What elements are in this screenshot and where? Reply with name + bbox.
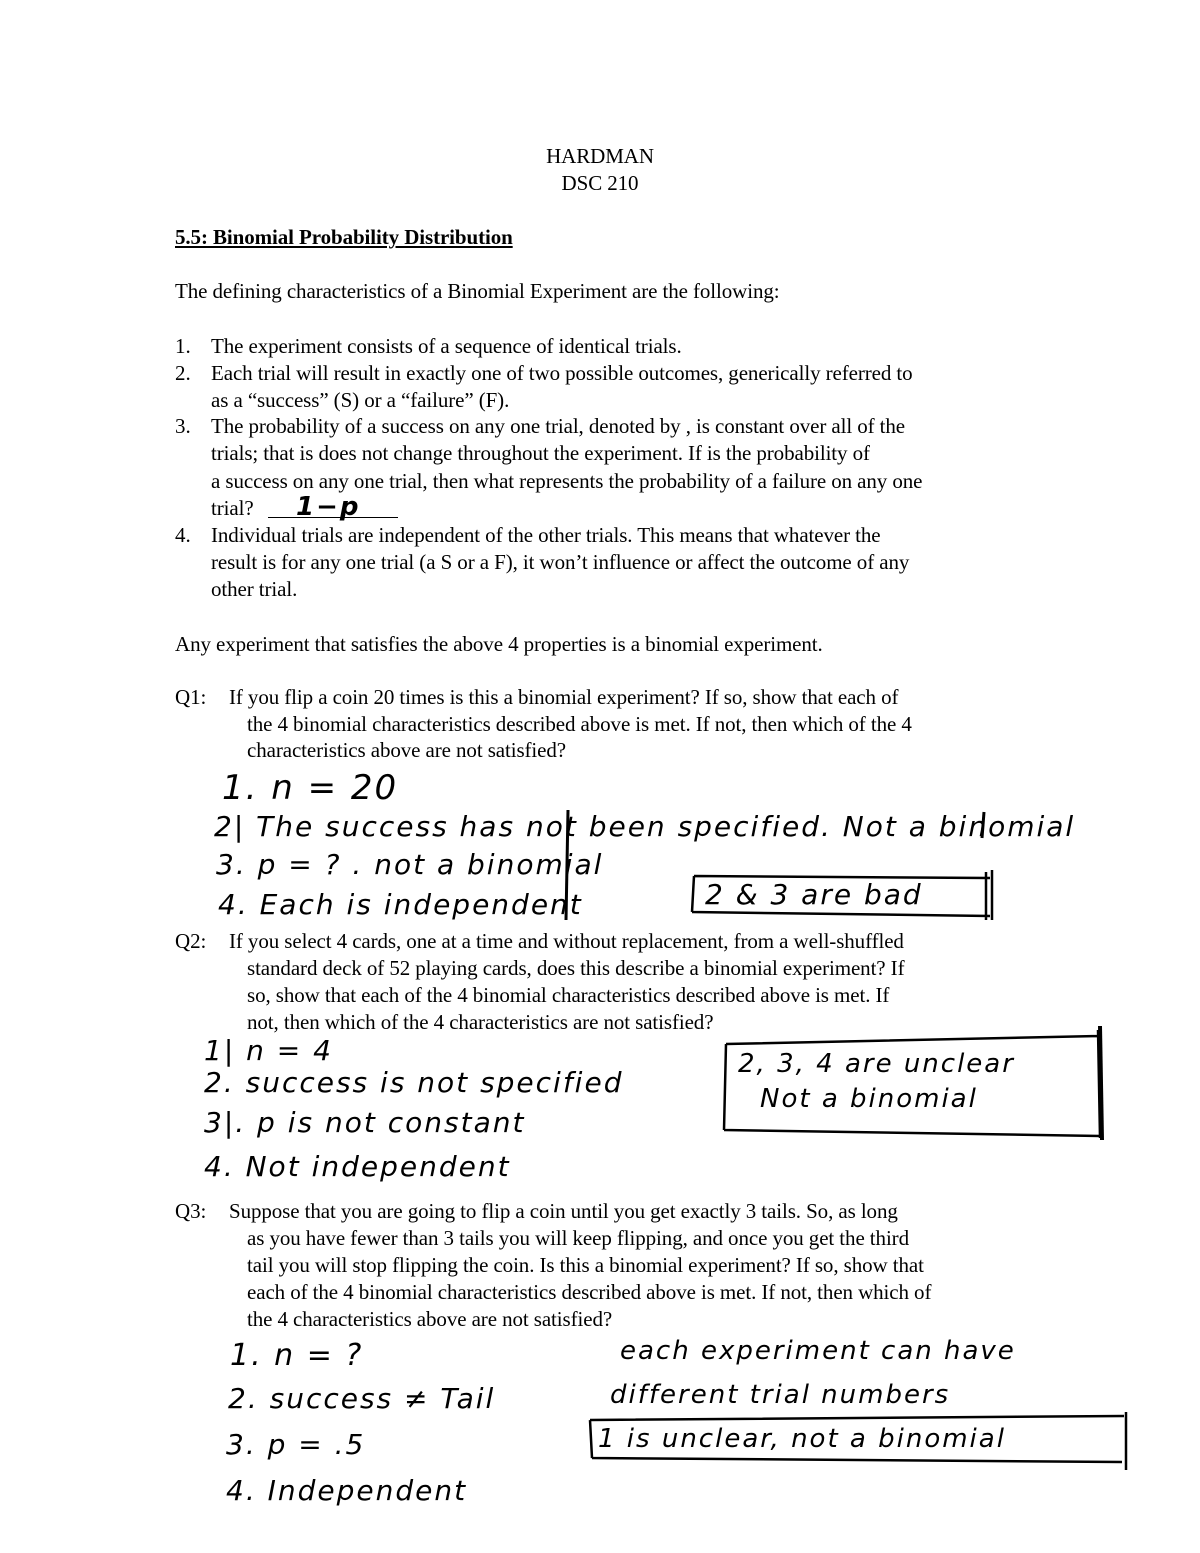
handwritten-answer: 1−p bbox=[296, 492, 361, 522]
question-text: tail you will stop flipping the coin. Is this a binomial experiment? If so, show that bbox=[247, 1253, 924, 1277]
handwritten-answer: 1 is unclear, not a binomial bbox=[598, 1424, 1006, 1454]
question-text: the 4 binomial characteristics described above is met. If not, then which of the 4 bbox=[247, 712, 912, 736]
characteristic-number: 4. bbox=[175, 523, 191, 547]
characteristic-text: trials; that is does not change throughout the experiment. If is the probability of bbox=[211, 441, 870, 465]
handwritten-answer: 4. Each is independent bbox=[218, 888, 583, 921]
characteristic-text: The probability of a success on any one trial, denoted by , is constant over all of the bbox=[211, 414, 906, 438]
characteristic-text: Individual trials are independent of the other trials. This means that whatever the bbox=[211, 523, 881, 547]
handwritten-answer: 2, 3, 4 are unclear bbox=[738, 1049, 1015, 1079]
question-label: Q1: bbox=[175, 685, 207, 709]
characteristic-number: 3. bbox=[175, 414, 191, 438]
question-text: Suppose that you are going to flip a coin until you get exactly 3 tails. So, as long bbox=[229, 1199, 898, 1223]
intro-text: The defining characteristics of a Binomial Experiment are the following: bbox=[175, 279, 780, 303]
question-label: Q2: bbox=[175, 929, 207, 953]
course-code: DSC 210 bbox=[561, 171, 639, 195]
handwritten-answer: 3|. p is not constant bbox=[204, 1106, 526, 1139]
handwritten-answer: 2 & 3 are bad bbox=[705, 878, 923, 911]
handwritten-answer: each experiment can have bbox=[620, 1336, 1016, 1366]
handwritten-answer: 2| The success has not been specified. Not a binomial bbox=[214, 810, 1076, 843]
handwritten-answer: 3. p = ? . not a binomial bbox=[216, 848, 604, 881]
characteristic-text: The experiment consists of a sequence of identical trials. bbox=[211, 334, 682, 358]
section-title: 5.5: Binomial Probability Distribution bbox=[175, 225, 513, 249]
question-text: If you select 4 cards, one at a time and without replacement, from a well-shuffled bbox=[229, 929, 904, 953]
question-text: If you flip a coin 20 times is this a binomial experiment? If so, show that each of bbox=[229, 685, 899, 709]
question-text: the 4 characteristics above are not satisfied? bbox=[247, 1307, 613, 1331]
question-text: characteristics above are not satisfied? bbox=[247, 738, 567, 762]
characteristic-text: other trial. bbox=[211, 577, 298, 601]
author-name: HARDMAN bbox=[546, 144, 654, 168]
handwritten-answer: Not a binomial bbox=[760, 1084, 978, 1114]
handwritten-answer: 2. success ≠ Tail bbox=[228, 1382, 496, 1415]
characteristic-number: 1. bbox=[175, 334, 191, 358]
characteristic-text: result is for any one trial (a S or a F), it won’t influence or affect the outcome of any bbox=[211, 550, 910, 574]
handwritten-answer: 1. n = ? bbox=[230, 1338, 364, 1373]
handwritten-answer: 1| n = 4 bbox=[204, 1034, 333, 1067]
ink-stroke bbox=[1100, 1026, 1102, 1140]
question-text: so, show that each of the 4 binomial characteristics described above is met. If bbox=[247, 983, 890, 1007]
characteristic-text: a success on any one trial, then what represents the probability of a failure on any one bbox=[211, 469, 923, 493]
question-text: not, then which of the 4 characteristics are not satisfied? bbox=[247, 1010, 714, 1034]
characteristic-number: 2. bbox=[175, 361, 191, 385]
handwritten-answer: 4. Not independent bbox=[204, 1150, 511, 1183]
handwritten-answer: different trial numbers bbox=[610, 1380, 951, 1410]
summary-text: Any experiment that satisfies the above 4 properties is a binomial experiment. bbox=[175, 632, 823, 656]
characteristic-text: trial? bbox=[211, 496, 254, 520]
question-label: Q3: bbox=[175, 1199, 207, 1223]
question-text: each of the 4 binomial characteristics described above is met. If not, then which of bbox=[247, 1280, 932, 1304]
handwritten-answer: 1. n = 20 bbox=[222, 768, 399, 808]
question-text: as you have fewer than 3 tails you will keep flipping, and once you get the third bbox=[247, 1226, 909, 1250]
handwritten-answer: 4. Independent bbox=[226, 1474, 468, 1507]
handwritten-answer: 2. success is not specified bbox=[204, 1066, 624, 1099]
handwritten-answer: 3. p = .5 bbox=[226, 1428, 366, 1461]
characteristic-text: Each trial will result in exactly one of two possible outcomes, generically referred to bbox=[211, 361, 913, 385]
question-text: standard deck of 52 playing cards, does this describe a binomial experiment? If bbox=[247, 956, 905, 980]
characteristic-text: as a “success” (S) or a “failure” (F). bbox=[211, 388, 510, 412]
